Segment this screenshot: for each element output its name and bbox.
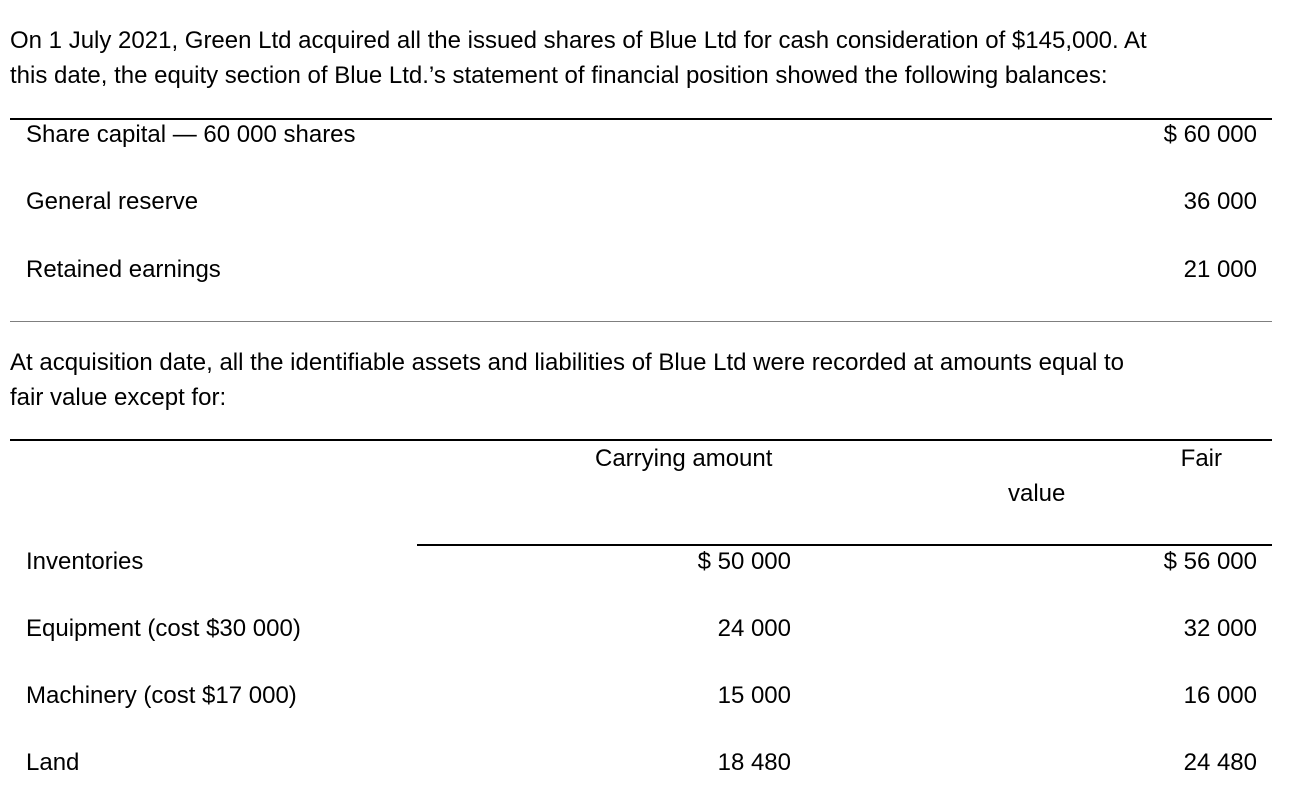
asset-carrying: $ 50 000 (697, 548, 791, 575)
equity-row-label: Retained earnings (26, 256, 221, 283)
equity-row-value: 21 000 (1183, 256, 1257, 283)
paragraph2-line-2: fair value except for: (10, 384, 227, 411)
equity-row-value: 36 000 (1183, 188, 1257, 215)
intro-line-1: On 1 July 2021, Green Ltd acquired all the issued shares of Blue Ltd for cash consideration of $145,000. At (10, 27, 1147, 54)
assets-header-rule (417, 544, 1272, 546)
equity-row-label: Share capital — 60 000 shares (26, 121, 356, 148)
asset-label: Land (26, 749, 80, 776)
header-value: value (1008, 480, 1066, 507)
asset-label: Machinery (cost $17 000) (26, 682, 297, 709)
assets-table-top-rule (10, 439, 1272, 441)
asset-carrying: 24 000 (717, 615, 791, 642)
intro-line-2: this date, the equity section of Blue Ltd.’s statement of financial position showed the following balances: (10, 62, 1108, 89)
asset-fair: 32 000 (1183, 615, 1257, 642)
asset-fair: $ 56 000 (1163, 548, 1257, 575)
equity-table-bottom-rule (10, 321, 1272, 322)
asset-fair: 24 480 (1183, 749, 1257, 776)
asset-fair: 16 000 (1183, 682, 1257, 709)
header-carrying-amount: Carrying amount (595, 445, 773, 472)
asset-carrying: 15 000 (717, 682, 791, 709)
equity-row-label: General reserve (26, 188, 199, 215)
asset-label: Equipment (cost $30 000) (26, 615, 301, 642)
paragraph2-line-1: At acquisition date, all the identifiable assets and liabilities of Blue Ltd were recorded at amounts equal to (10, 349, 1125, 376)
asset-carrying: 18 480 (717, 749, 791, 776)
asset-label: Inventories (26, 548, 144, 575)
equity-row-value: $ 60 000 (1163, 121, 1257, 148)
header-fair: Fair (1180, 445, 1222, 472)
